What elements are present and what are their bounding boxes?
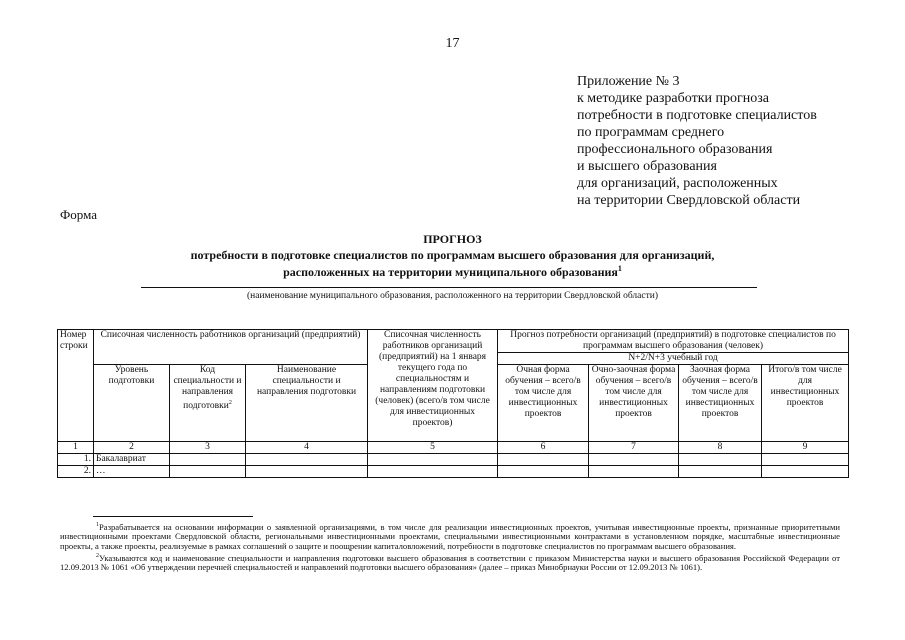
header-academic-year: N+2/N+3 учебный год	[498, 353, 849, 365]
table-cell	[368, 466, 498, 478]
row-level: Бакалавриат	[94, 454, 170, 466]
header-total: Итого/в том числе для инвестиционных проектов	[762, 365, 849, 442]
appendix-line: к методике разработки прогноза	[577, 91, 769, 106]
municipality-fill-line	[141, 287, 757, 288]
appendix-line: профессионального образования	[577, 142, 773, 157]
footnote-separator	[93, 516, 253, 517]
page-number: 17	[445, 36, 460, 51]
column-number: 8	[679, 442, 762, 454]
forecast-table	[57, 329, 849, 478]
form-label: Форма	[60, 207, 97, 222]
footnote-mark: 1	[617, 264, 622, 273]
header-row-number: Номер строки	[58, 330, 94, 442]
table-row	[58, 454, 849, 466]
footnote-mark: 1	[96, 522, 99, 528]
header-code-text: Код специальности и направления подготовки	[173, 365, 242, 412]
subtitle-line-2	[0, 262, 905, 279]
footnotes	[60, 521, 840, 573]
footnote-mark: 2	[96, 552, 99, 559]
table-cell	[679, 454, 762, 466]
footnote-2	[60, 552, 840, 573]
appendix-line: для организаций, расположенных	[577, 176, 778, 191]
header-forecast-group: Прогноз потребности организаций (предприятий) в подготовке специалистов по программам высшего образования (человек)	[498, 330, 849, 353]
header-specialty-name: Наименование специальности и направления подготовки	[246, 365, 368, 442]
table-cell	[368, 454, 498, 466]
column-number: 1	[58, 442, 94, 454]
footnote-1	[60, 521, 840, 552]
table-row	[58, 466, 849, 478]
column-number: 3	[170, 442, 246, 454]
table-cell	[679, 466, 762, 478]
appendix-line: Приложение № 3	[577, 74, 680, 89]
footnote-1-text: Разрабатывается на основании информации о заявленной организациями, в том числе для реализации инвестиционных проектов, учитывая инвестиционные проекты, признанные приоритетными инвестиционными проектами Свердловской области, региональными инвестиционными проектами, специальными инвестиционными контрактами в установленном порядке, масштабные инвестиционные проекты, а также проекты, реализуемые в рамках соглашений о защите и поощрении капиталовложений, потребности в подготовке специалистов по программам высшего образования.	[60, 521, 840, 552]
row-number: 1.	[58, 454, 94, 466]
row-level: …	[94, 466, 170, 478]
appendix-line: на территории Свердловской области	[577, 193, 801, 208]
footnote-2-text: Указываются код и наименование специальности и направления подготовки высшего образования в соответствии с приказом Министерства науки и высшего образования Российской Федерации от 12.09.2013 № 1061 «Об утверждении перечней специальностей и направлений подготовки высшего образования» (далее – приказ Минобрнауки России от 12.09.2013 № 1061).	[60, 552, 840, 573]
municipality-caption: (наименование муниципального образования, расположенного на территории Свердловской области)	[246, 291, 659, 301]
column-number: 4	[246, 442, 368, 454]
subtitle-line-2-text: расположенных на территории муниципального образования	[283, 265, 618, 279]
document-subtitle	[0, 248, 905, 279]
header-extramural: Заочная форма обучения – всего/в том числе для инвестиционных проектов	[679, 365, 762, 442]
table-cell	[589, 454, 679, 466]
column-number: 9	[762, 442, 849, 454]
table-cell	[589, 466, 679, 478]
header-fulltime: Очная форма обучения – всего/в том числе для инвестиционных проектов	[498, 365, 589, 442]
header-staff-by-specialty: Списочная численность работников организаций (предприятий) на 1 января текущего года по специальностям и направлениям подготовки (человек) (всего/в том числе для инвестиционных проектов)	[368, 330, 498, 442]
appendix-block	[577, 73, 817, 209]
header-level: Уровень подготовки	[94, 365, 170, 442]
row-number: 2.	[58, 466, 94, 478]
table-cell	[170, 454, 246, 466]
table-cell	[246, 466, 368, 478]
column-number: 2	[94, 442, 170, 454]
appendix-line: по программам среднего	[577, 125, 725, 140]
footnote-mark: 2	[228, 400, 232, 406]
table-cell	[498, 466, 589, 478]
column-number: 7	[589, 442, 679, 454]
table-cell	[498, 454, 589, 466]
column-number: 5	[368, 442, 498, 454]
header-mixed: Очно-заочная форма обучения – всего/в том числе для инвестиционных проектов	[589, 365, 679, 442]
column-number: 6	[498, 442, 589, 454]
appendix-line: потребности в подготовке специалистов	[577, 108, 817, 123]
table-cell	[762, 454, 849, 466]
document-title: ПРОГНОЗ	[423, 232, 482, 246]
header-code	[170, 365, 246, 442]
table-cell	[762, 466, 849, 478]
table-cell	[246, 454, 368, 466]
header-staff-group: Списочная численность работников организаций (предприятий)	[94, 330, 368, 365]
subtitle-line-1: потребности в подготовке специалистов по программам высшего образования для организаций,	[190, 248, 715, 262]
appendix-line: и высшего образования	[577, 159, 717, 174]
table-cell	[170, 466, 246, 478]
